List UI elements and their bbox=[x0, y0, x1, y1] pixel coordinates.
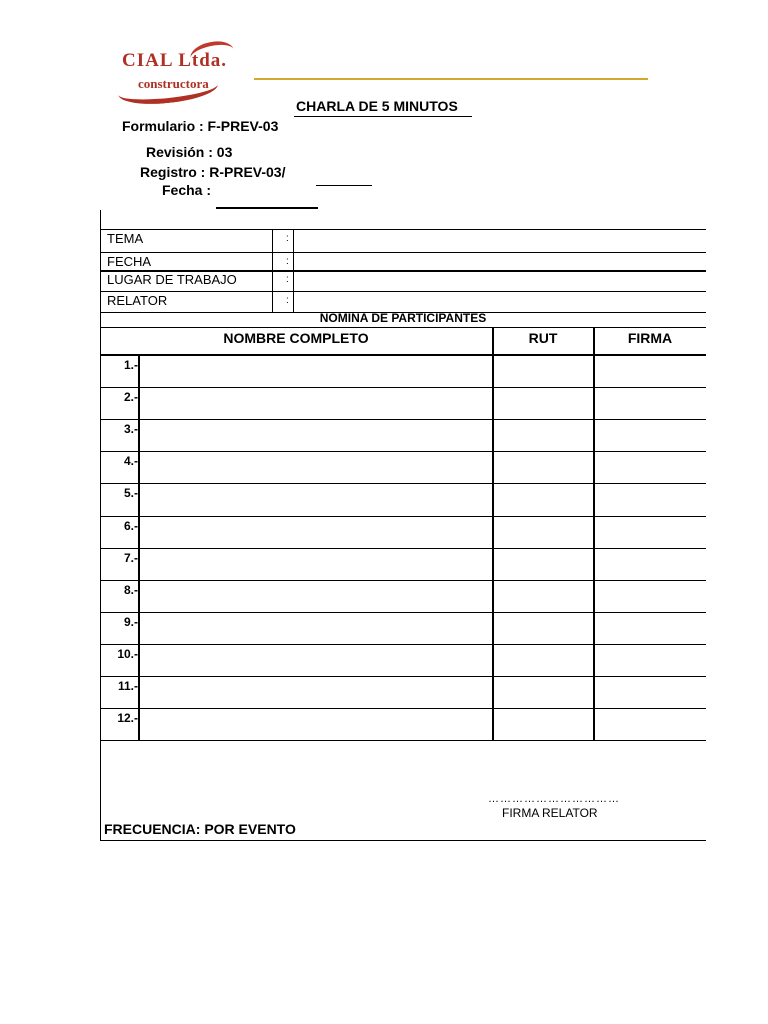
nomina-title: NOMINA DE PARTICIPANTES bbox=[319, 311, 487, 325]
info-colon: : bbox=[286, 295, 289, 306]
signature-dots: …………………………… bbox=[488, 793, 620, 805]
participant-row-line bbox=[100, 548, 706, 549]
form-bottom-border bbox=[100, 840, 706, 841]
participant-row-number: 11.- bbox=[117, 679, 138, 693]
participant-row-number: 7.- bbox=[123, 550, 138, 565]
firma-relator-label: FIRMA RELATOR bbox=[502, 806, 598, 820]
info-line-4 bbox=[100, 291, 706, 292]
participant-row-number: 2.- bbox=[123, 390, 138, 405]
participant-row-line bbox=[100, 419, 706, 420]
participant-row-number: 5.- bbox=[123, 486, 138, 501]
participant-row-number: 8.- bbox=[123, 582, 138, 597]
participant-row-number: 4.- bbox=[123, 454, 138, 469]
col-nombre-completo: NOMBRE COMPLETO bbox=[223, 330, 369, 346]
col-firma: FIRMA bbox=[627, 330, 673, 346]
info-row-relator: RELATOR bbox=[107, 293, 168, 308]
col-line-rut bbox=[492, 327, 494, 741]
fecha-label: Fecha : bbox=[162, 182, 212, 198]
info-col-line-2 bbox=[293, 229, 294, 312]
participant-row-line bbox=[100, 483, 706, 484]
nomina-title-line bbox=[100, 327, 706, 328]
info-col-line-1 bbox=[272, 229, 273, 312]
participant-row-number: 10.- bbox=[117, 646, 138, 661]
logo-subtitle: constructora bbox=[138, 76, 209, 91]
participant-row-line bbox=[100, 451, 706, 452]
fecha-blank-line bbox=[216, 207, 318, 209]
participant-row-number: 9.- bbox=[123, 614, 138, 629]
title-underline bbox=[294, 116, 472, 117]
document-title: CHARLA DE 5 MINUTOS bbox=[296, 98, 458, 114]
info-colon: : bbox=[286, 256, 289, 267]
info-line-2 bbox=[100, 252, 706, 253]
col-rut: RUT bbox=[528, 330, 558, 346]
participant-row-line bbox=[100, 580, 706, 581]
revision-label: Revisión : 03 bbox=[146, 144, 233, 160]
logo-name: CIAL Ltda. bbox=[122, 50, 228, 71]
participant-row-number: 6.- bbox=[123, 518, 138, 533]
participant-row-number: 12.- bbox=[117, 711, 138, 726]
info-line-1 bbox=[100, 229, 706, 230]
participant-row-line bbox=[100, 708, 706, 709]
header-divider bbox=[254, 78, 648, 80]
registro-blank-line bbox=[316, 185, 372, 186]
participant-row-number: 1.- bbox=[123, 358, 138, 372]
info-colon: : bbox=[286, 233, 289, 244]
participant-row-number: 3.- bbox=[123, 422, 138, 437]
col-head-line bbox=[100, 354, 706, 356]
col-line-firma bbox=[593, 327, 595, 741]
info-row-fecha: FECHA bbox=[107, 254, 152, 269]
participant-row-line bbox=[100, 740, 706, 741]
frecuencia-label: FRECUENCIA: POR EVENTO bbox=[104, 821, 296, 837]
participant-row-line bbox=[100, 644, 706, 645]
info-colon: : bbox=[286, 274, 289, 285]
participant-row-line bbox=[100, 516, 706, 517]
participant-row-line bbox=[100, 612, 706, 613]
participant-row-line bbox=[100, 676, 706, 677]
info-row-lugar: LUGAR DE TRABAJO bbox=[107, 272, 237, 287]
registro-label: Registro : R-PREV-03/ bbox=[140, 164, 286, 180]
participant-row-line bbox=[100, 387, 706, 388]
formulario-label: Formulario : F-PREV-03 bbox=[122, 118, 279, 134]
info-row-tema: TEMA bbox=[107, 231, 144, 246]
logo-underline-swoosh-icon bbox=[117, 71, 219, 108]
